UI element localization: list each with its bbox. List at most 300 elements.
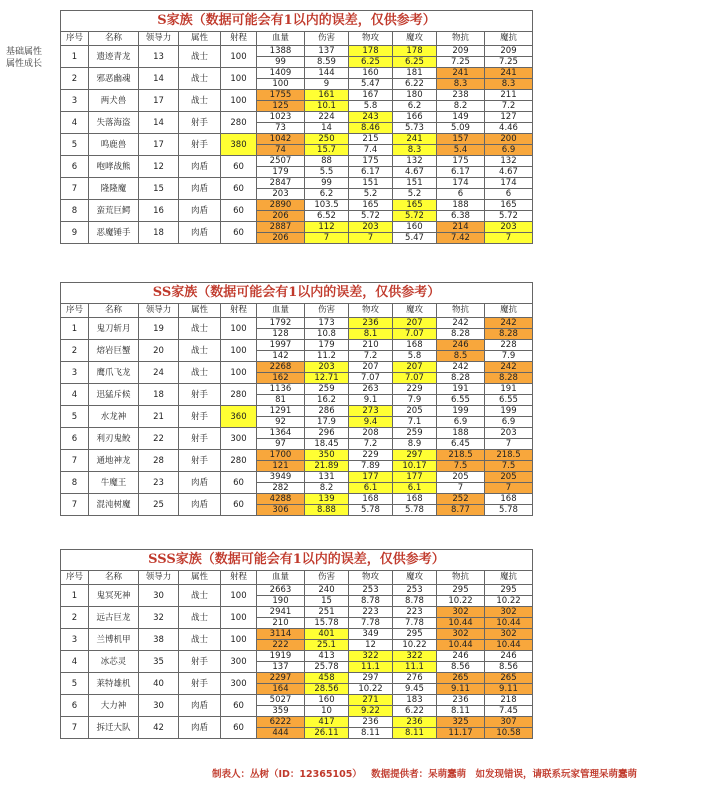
phys-def-growth-cell: 5.4 <box>437 145 485 156</box>
table-row <box>61 340 533 351</box>
damage-base-cell: 350 <box>305 450 349 461</box>
damage-base-cell: 99 <box>305 178 349 189</box>
role-cell: 肉盾 <box>179 717 221 739</box>
column-header: 序号 <box>61 571 89 585</box>
magic-atk-growth-cell: 11.1 <box>393 662 437 673</box>
column-header: 序号 <box>61 304 89 318</box>
unit-name-cell: 莱特雄机 <box>89 673 139 695</box>
damage-growth-cell: 10 <box>305 706 349 717</box>
damage-growth-cell: 11.2 <box>305 351 349 362</box>
magic-def-growth-cell: 7.9 <box>485 351 533 362</box>
magic-def-growth-cell: 7.5 <box>485 461 533 472</box>
table-title: SS家族（数据可能会有1以内的误差，仅供参考） <box>61 283 533 304</box>
magic-atk-base-cell: 207 <box>393 362 437 373</box>
phys-def-growth-cell: 6 <box>437 189 485 200</box>
magic-def-growth-cell: 10.22 <box>485 596 533 607</box>
role-cell: 肉盾 <box>179 222 221 244</box>
index-cell: 5 <box>61 673 89 695</box>
magic-def-base-cell: 307 <box>485 717 533 728</box>
unit-name-cell: 遗迹青龙 <box>89 46 139 68</box>
magic-def-growth-cell: 10.44 <box>485 618 533 629</box>
table-row <box>61 607 533 618</box>
index-cell: 9 <box>61 222 89 244</box>
phys-atk-base-cell: 168 <box>349 494 393 505</box>
damage-growth-cell: 25.1 <box>305 640 349 651</box>
damage-base-cell: 296 <box>305 428 349 439</box>
column-header: 名称 <box>89 304 139 318</box>
phys-def-base-cell: 302 <box>437 607 485 618</box>
column-header: 领导力 <box>139 304 179 318</box>
role-cell: 肉盾 <box>179 200 221 222</box>
damage-growth-cell: 7 <box>305 233 349 244</box>
magic-atk-growth-cell: 8.3 <box>393 145 437 156</box>
table-row <box>61 472 533 483</box>
magic-atk-base-cell: 177 <box>393 472 437 483</box>
phys-atk-growth-cell: 10.22 <box>349 684 393 695</box>
magic-def-base-cell: 228 <box>485 340 533 351</box>
leadership-cell: 18 <box>139 384 179 406</box>
magic-atk-growth-cell: 6.2 <box>393 101 437 112</box>
role-cell: 射手 <box>179 428 221 450</box>
table-row <box>61 134 533 145</box>
unit-name-cell: 两犬兽 <box>89 90 139 112</box>
magic-atk-growth-cell: 7.78 <box>393 618 437 629</box>
hp-growth-cell: 222 <box>257 640 305 651</box>
unit-name-cell: 鹰爪飞龙 <box>89 362 139 384</box>
leadership-cell: 30 <box>139 695 179 717</box>
hp-base-cell: 1755 <box>257 90 305 101</box>
magic-atk-base-cell: 168 <box>393 494 437 505</box>
phys-atk-growth-cell: 9.1 <box>349 395 393 406</box>
magic-atk-growth-cell: 5.47 <box>393 233 437 244</box>
magic-atk-base-cell: 181 <box>393 68 437 79</box>
index-cell: 4 <box>61 112 89 134</box>
damage-base-cell: 139 <box>305 494 349 505</box>
phys-def-base-cell: 218.5 <box>437 450 485 461</box>
unit-name-cell: 拆迁大队 <box>89 717 139 739</box>
phys-atk-base-cell: 151 <box>349 178 393 189</box>
hp-growth-cell: 99 <box>257 57 305 68</box>
damage-growth-cell: 15.7 <box>305 145 349 156</box>
hp-base-cell: 1291 <box>257 406 305 417</box>
unit-name-cell: 恶魔锤手 <box>89 222 139 244</box>
magic-def-base-cell: 205 <box>485 472 533 483</box>
damage-base-cell: 173 <box>305 318 349 329</box>
phys-atk-growth-cell: 6.17 <box>349 167 393 178</box>
range-cell: 360 <box>221 406 257 428</box>
row-legend <box>6 46 42 70</box>
hp-base-cell: 1364 <box>257 428 305 439</box>
damage-growth-cell: 8.2 <box>305 483 349 494</box>
magic-def-base-cell: 211 <box>485 90 533 101</box>
phys-atk-base-cell: 203 <box>349 222 393 233</box>
table-row <box>61 406 533 417</box>
footer-note: 如发现错误，请联系玩家管理呆萌蠢萌 <box>475 769 637 780</box>
table-row <box>61 90 533 101</box>
range-cell: 60 <box>221 472 257 494</box>
range-cell: 60 <box>221 494 257 516</box>
phys-atk-base-cell: 253 <box>349 585 393 596</box>
phys-def-base-cell: 209 <box>437 46 485 57</box>
phys-atk-base-cell: 273 <box>349 406 393 417</box>
hp-growth-cell: 162 <box>257 373 305 384</box>
magic-def-base-cell: 295 <box>485 585 533 596</box>
magic-atk-growth-cell: 5.8 <box>393 351 437 362</box>
index-cell: 5 <box>61 406 89 428</box>
table-row <box>61 450 533 461</box>
leadership-cell: 38 <box>139 629 179 651</box>
damage-growth-cell: 28.56 <box>305 684 349 695</box>
range-cell: 280 <box>221 450 257 472</box>
phys-def-base-cell: 242 <box>437 362 485 373</box>
phys-def-base-cell: 175 <box>437 156 485 167</box>
leadership-cell: 20 <box>139 340 179 362</box>
magic-def-growth-cell: 7.25 <box>485 57 533 68</box>
magic-atk-growth-cell: 10.17 <box>393 461 437 472</box>
hp-growth-cell: 100 <box>257 79 305 90</box>
magic-atk-growth-cell: 7.07 <box>393 329 437 340</box>
damage-base-cell: 259 <box>305 384 349 395</box>
damage-base-cell: 179 <box>305 340 349 351</box>
damage-base-cell: 240 <box>305 585 349 596</box>
leadership-cell: 42 <box>139 717 179 739</box>
phys-atk-growth-cell: 5.8 <box>349 101 393 112</box>
unit-name-cell: 失落海盗 <box>89 112 139 134</box>
magic-def-base-cell: 132 <box>485 156 533 167</box>
damage-base-cell: 161 <box>305 90 349 101</box>
index-cell: 4 <box>61 384 89 406</box>
phys-atk-growth-cell: 8.46 <box>349 123 393 134</box>
phys-def-growth-cell: 8.77 <box>437 505 485 516</box>
phys-atk-base-cell: 297 <box>349 673 393 684</box>
range-cell: 60 <box>221 717 257 739</box>
unit-name-cell: 鬼冥死神 <box>89 585 139 607</box>
phys-atk-growth-cell: 7.2 <box>349 439 393 450</box>
magic-def-growth-cell: 7 <box>485 439 533 450</box>
phys-atk-growth-cell: 6.1 <box>349 483 393 494</box>
leadership-cell: 32 <box>139 607 179 629</box>
role-cell: 战士 <box>179 362 221 384</box>
range-cell: 100 <box>221 90 257 112</box>
hp-growth-cell: 128 <box>257 329 305 340</box>
phys-atk-base-cell: 349 <box>349 629 393 640</box>
index-cell: 7 <box>61 178 89 200</box>
magic-atk-growth-cell: 7.9 <box>393 395 437 406</box>
leadership-cell: 30 <box>139 585 179 607</box>
phys-atk-base-cell: 271 <box>349 695 393 706</box>
magic-def-base-cell: 203 <box>485 222 533 233</box>
family-table <box>60 549 533 739</box>
phys-def-growth-cell: 8.56 <box>437 662 485 673</box>
magic-def-base-cell: 302 <box>485 629 533 640</box>
magic-def-growth-cell: 5.72 <box>485 211 533 222</box>
magic-atk-growth-cell: 7.07 <box>393 373 437 384</box>
unit-name-cell: 远古巨龙 <box>89 607 139 629</box>
magic-def-growth-cell: 6.9 <box>485 417 533 428</box>
column-header: 魔攻 <box>393 304 437 318</box>
range-cell: 280 <box>221 384 257 406</box>
magic-atk-base-cell: 132 <box>393 156 437 167</box>
magic-atk-base-cell: 223 <box>393 607 437 618</box>
column-header: 血量 <box>257 32 305 46</box>
magic-def-base-cell: 265 <box>485 673 533 684</box>
phys-atk-base-cell: 175 <box>349 156 393 167</box>
phys-atk-growth-cell: 5.2 <box>349 189 393 200</box>
leadership-cell: 17 <box>139 90 179 112</box>
table-row <box>61 585 533 596</box>
leadership-cell: 15 <box>139 178 179 200</box>
magic-atk-growth-cell: 6.1 <box>393 483 437 494</box>
magic-def-base-cell: 165 <box>485 200 533 211</box>
column-header: 名称 <box>89 32 139 46</box>
magic-atk-growth-cell: 8.9 <box>393 439 437 450</box>
hp-growth-cell: 97 <box>257 439 305 450</box>
column-header: 属性 <box>179 571 221 585</box>
hp-base-cell: 1023 <box>257 112 305 123</box>
damage-base-cell: 458 <box>305 673 349 684</box>
magic-atk-base-cell: 168 <box>393 340 437 351</box>
range-cell: 60 <box>221 200 257 222</box>
phys-def-base-cell: 205 <box>437 472 485 483</box>
range-cell: 60 <box>221 156 257 178</box>
phys-def-growth-cell: 9.11 <box>437 684 485 695</box>
column-header: 魔抗 <box>485 571 533 585</box>
unit-name-cell: 隆隆魔 <box>89 178 139 200</box>
magic-def-growth-cell: 9.11 <box>485 684 533 695</box>
magic-def-growth-cell: 4.67 <box>485 167 533 178</box>
index-cell: 1 <box>61 318 89 340</box>
unit-name-cell: 咆哮战熊 <box>89 156 139 178</box>
column-header: 血量 <box>257 304 305 318</box>
magic-def-base-cell: 241 <box>485 68 533 79</box>
phys-def-growth-cell: 8.11 <box>437 706 485 717</box>
role-cell: 射手 <box>179 134 221 156</box>
table-row <box>61 494 533 505</box>
magic-atk-base-cell: 160 <box>393 222 437 233</box>
column-header: 魔抗 <box>485 304 533 318</box>
damage-growth-cell: 18.45 <box>305 439 349 450</box>
phys-atk-growth-cell: 7.89 <box>349 461 393 472</box>
phys-atk-base-cell: 223 <box>349 607 393 618</box>
unit-name-cell: 利刃鬼鲛 <box>89 428 139 450</box>
magic-def-base-cell: 218 <box>485 695 533 706</box>
magic-def-base-cell: 199 <box>485 406 533 417</box>
table-row <box>61 200 533 211</box>
phys-atk-base-cell: 207 <box>349 362 393 373</box>
footer-author: 制表人：丛树（ID：12365105） <box>212 769 362 780</box>
leadership-cell: 24 <box>139 362 179 384</box>
role-cell: 射手 <box>179 112 221 134</box>
unit-name-cell: 蛮荒巨鳄 <box>89 200 139 222</box>
hp-base-cell: 3949 <box>257 472 305 483</box>
phys-atk-growth-cell: 6.25 <box>349 57 393 68</box>
hp-base-cell: 2507 <box>257 156 305 167</box>
column-header: 物抗 <box>437 571 485 585</box>
magic-def-growth-cell: 7.45 <box>485 706 533 717</box>
table-row <box>61 178 533 189</box>
magic-def-base-cell: 200 <box>485 134 533 145</box>
table-row <box>61 651 533 662</box>
role-cell: 战士 <box>179 340 221 362</box>
column-header: 射程 <box>221 304 257 318</box>
hp-base-cell: 1042 <box>257 134 305 145</box>
hp-growth-cell: 210 <box>257 618 305 629</box>
hp-growth-cell: 444 <box>257 728 305 739</box>
range-cell: 100 <box>221 629 257 651</box>
column-header: 伤害 <box>305 571 349 585</box>
family-table <box>60 10 533 244</box>
magic-atk-base-cell: 259 <box>393 428 437 439</box>
magic-atk-base-cell: 165 <box>393 200 437 211</box>
role-cell: 射手 <box>179 651 221 673</box>
hp-base-cell: 1700 <box>257 450 305 461</box>
role-cell: 射手 <box>179 673 221 695</box>
damage-base-cell: 251 <box>305 607 349 618</box>
leadership-cell: 35 <box>139 651 179 673</box>
phys-def-base-cell: 214 <box>437 222 485 233</box>
damage-base-cell: 160 <box>305 695 349 706</box>
unit-name-cell: 鸣鹿兽 <box>89 134 139 156</box>
phys-atk-growth-cell: 8.1 <box>349 329 393 340</box>
phys-def-base-cell: 236 <box>437 695 485 706</box>
table-row <box>61 629 533 640</box>
phys-def-growth-cell: 7.42 <box>437 233 485 244</box>
column-header: 射程 <box>221 32 257 46</box>
leadership-cell: 25 <box>139 494 179 516</box>
index-cell: 3 <box>61 362 89 384</box>
range-cell: 100 <box>221 318 257 340</box>
column-header: 魔攻 <box>393 571 437 585</box>
role-cell: 肉盾 <box>179 494 221 516</box>
magic-atk-growth-cell: 5.72 <box>393 211 437 222</box>
column-header: 物抗 <box>437 32 485 46</box>
index-cell: 7 <box>61 450 89 472</box>
phys-atk-base-cell: 236 <box>349 717 393 728</box>
phys-def-growth-cell: 10.22 <box>437 596 485 607</box>
magic-atk-growth-cell: 5.2 <box>393 189 437 200</box>
phys-def-growth-cell: 8.3 <box>437 79 485 90</box>
magic-atk-growth-cell: 6.22 <box>393 706 437 717</box>
damage-base-cell: 144 <box>305 68 349 79</box>
phys-atk-base-cell: 229 <box>349 450 393 461</box>
table-row <box>61 68 533 79</box>
hp-growth-cell: 179 <box>257 167 305 178</box>
range-cell: 100 <box>221 68 257 90</box>
hp-base-cell: 2268 <box>257 362 305 373</box>
role-cell: 射手 <box>179 450 221 472</box>
magic-atk-growth-cell: 10.22 <box>393 640 437 651</box>
hp-base-cell: 2941 <box>257 607 305 618</box>
footer <box>212 766 643 780</box>
range-cell: 300 <box>221 651 257 673</box>
hp-growth-cell: 203 <box>257 189 305 200</box>
column-header: 物抗 <box>437 304 485 318</box>
hp-base-cell: 4288 <box>257 494 305 505</box>
magic-atk-base-cell: 180 <box>393 90 437 101</box>
phys-atk-growth-cell: 12 <box>349 640 393 651</box>
phys-def-growth-cell: 10.44 <box>437 618 485 629</box>
table-row <box>61 428 533 439</box>
phys-def-growth-cell: 6.17 <box>437 167 485 178</box>
role-cell: 射手 <box>179 384 221 406</box>
column-header: 物攻 <box>349 304 393 318</box>
table-title: SSS家族（数据可能会有1以内的误差，仅供参考） <box>61 550 533 571</box>
phys-atk-base-cell: 322 <box>349 651 393 662</box>
range-cell: 380 <box>221 134 257 156</box>
magic-def-base-cell: 209 <box>485 46 533 57</box>
magic-atk-growth-cell: 6.22 <box>393 79 437 90</box>
damage-growth-cell: 14 <box>305 123 349 134</box>
column-header: 属性 <box>179 32 221 46</box>
phys-atk-base-cell: 160 <box>349 68 393 79</box>
hp-growth-cell: 125 <box>257 101 305 112</box>
phys-def-base-cell: 325 <box>437 717 485 728</box>
phys-def-base-cell: 246 <box>437 651 485 662</box>
phys-atk-base-cell: 178 <box>349 46 393 57</box>
magic-def-growth-cell: 7.2 <box>485 101 533 112</box>
table-row <box>61 156 533 167</box>
magic-def-growth-cell: 6.9 <box>485 145 533 156</box>
role-cell: 战士 <box>179 607 221 629</box>
damage-growth-cell: 12.71 <box>305 373 349 384</box>
hp-base-cell: 1409 <box>257 68 305 79</box>
leadership-cell: 14 <box>139 112 179 134</box>
role-cell: 战士 <box>179 318 221 340</box>
magic-def-base-cell: 218.5 <box>485 450 533 461</box>
phys-def-growth-cell: 8.28 <box>437 373 485 384</box>
hp-growth-cell: 74 <box>257 145 305 156</box>
magic-atk-base-cell: 297 <box>393 450 437 461</box>
unit-name-cell: 牛魔王 <box>89 472 139 494</box>
phys-atk-growth-cell: 7.07 <box>349 373 393 384</box>
role-cell: 战士 <box>179 68 221 90</box>
column-header: 血量 <box>257 571 305 585</box>
unit-name-cell: 水龙神 <box>89 406 139 428</box>
damage-base-cell: 417 <box>305 717 349 728</box>
unit-name-cell: 鬼刀斩月 <box>89 318 139 340</box>
phys-atk-growth-cell: 9.4 <box>349 417 393 428</box>
phys-atk-growth-cell: 8.11 <box>349 728 393 739</box>
damage-base-cell: 203 <box>305 362 349 373</box>
magic-def-growth-cell: 8.28 <box>485 329 533 340</box>
damage-growth-cell: 25.78 <box>305 662 349 673</box>
magic-atk-base-cell: 178 <box>393 46 437 57</box>
damage-growth-cell: 10.8 <box>305 329 349 340</box>
leadership-cell: 22 <box>139 428 179 450</box>
index-cell: 7 <box>61 494 89 516</box>
magic-def-growth-cell: 10.58 <box>485 728 533 739</box>
phys-atk-growth-cell: 5.72 <box>349 211 393 222</box>
hp-base-cell: 1792 <box>257 318 305 329</box>
phys-def-growth-cell: 11.17 <box>437 728 485 739</box>
hp-growth-cell: 142 <box>257 351 305 362</box>
hp-base-cell: 2663 <box>257 585 305 596</box>
role-cell: 战士 <box>179 629 221 651</box>
phys-atk-base-cell: 177 <box>349 472 393 483</box>
phys-def-base-cell: 241 <box>437 68 485 79</box>
magic-atk-base-cell: 241 <box>393 134 437 145</box>
phys-atk-base-cell: 208 <box>349 428 393 439</box>
phys-def-base-cell: 174 <box>437 178 485 189</box>
phys-def-base-cell: 246 <box>437 340 485 351</box>
damage-base-cell: 286 <box>305 406 349 417</box>
leadership-cell: 21 <box>139 406 179 428</box>
leadership-cell: 12 <box>139 156 179 178</box>
magic-def-growth-cell: 5.78 <box>485 505 533 516</box>
damage-base-cell: 413 <box>305 651 349 662</box>
column-header: 序号 <box>61 32 89 46</box>
phys-atk-base-cell: 210 <box>349 340 393 351</box>
